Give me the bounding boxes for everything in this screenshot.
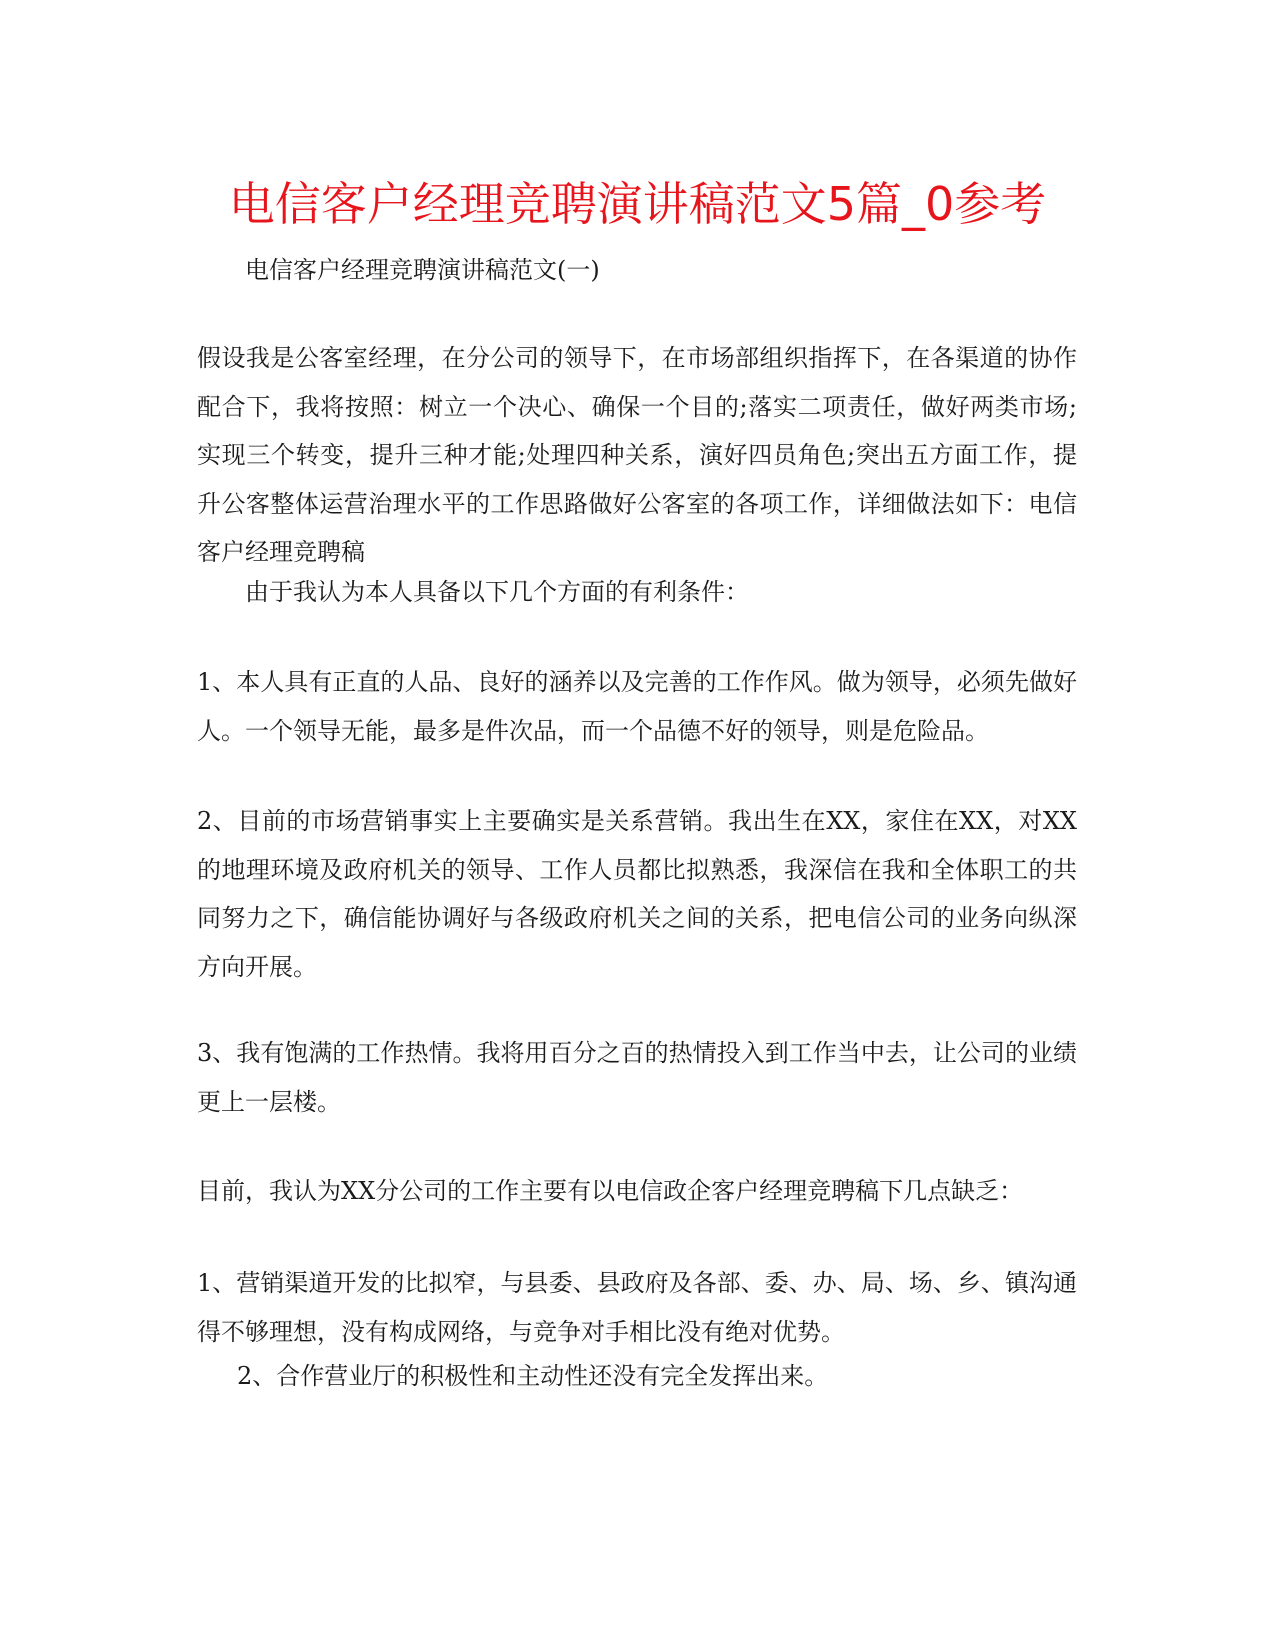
document-title: 电信客户经理竞聘演讲稿范文5篇_0参考 [228,177,1047,231]
paragraph-conditions-lead: 由于我认为本人具备以下几个方面的有利条件： [245,578,749,606]
paragraph-shortcoming-2: 2、合作营业厅的积极性和主动性还没有完全发挥出来。 [237,1362,829,1390]
document-subtitle: 电信客户经理竞聘演讲稿范文(一) [245,256,600,284]
paragraph-shortcoming-1: 1、营销渠道开发的比拟窄，与县委、县政府及各部、委、办、局、场、乡、镇沟通得不够理想，没有构成网络，与竞争对手相比没有绝对优势。 [197,1269,1077,1346]
paragraph-condition-1: 1、本人具有正直的人品、良好的涵养以及完善的工作作风。做为领导，必须先做好人。一个领导无能，最多是件次品，而一个品德不好的领导，则是危险品。 [197,668,1077,745]
paragraph-condition-2: 2、目前的市场营销事实上主要确实是关系营销。我出生在XX，家住在XX，对XX的地理环境及政府机关的领导、工作人员都比拟熟悉，我深信在我和全体职工的共同努力之下，确信能协调好与各级政府机关之间的关系，把电信公司的业务向纵深方向开展。 [197,807,1077,981]
paragraph-intro: 假设我是公客室经理，在分公司的领导下，在市场部组织指挥下，在各渠道的协作配合下，我将按照：树立一个决心、确保一个目的;落实二项责任，做好两类市场;实现三个转变，提升三种才能;处理四种关系，演好四员角色;突出五方面工作，提升公客整体运营治理水平的工作思路做好公客室的各项工作，详细做法如下：电信客户经理竞聘稿 [197,344,1077,566]
paragraph-shortcomings-lead: 目前，我认为XX分公司的工作主要有以电信政企客户经理竞聘稿下几点缺乏： [197,1177,1024,1205]
paragraph-condition-3: 3、我有饱满的工作热情。我将用百分之百的热情投入到工作当中去，让公司的业绩更上一层楼。 [197,1039,1077,1116]
